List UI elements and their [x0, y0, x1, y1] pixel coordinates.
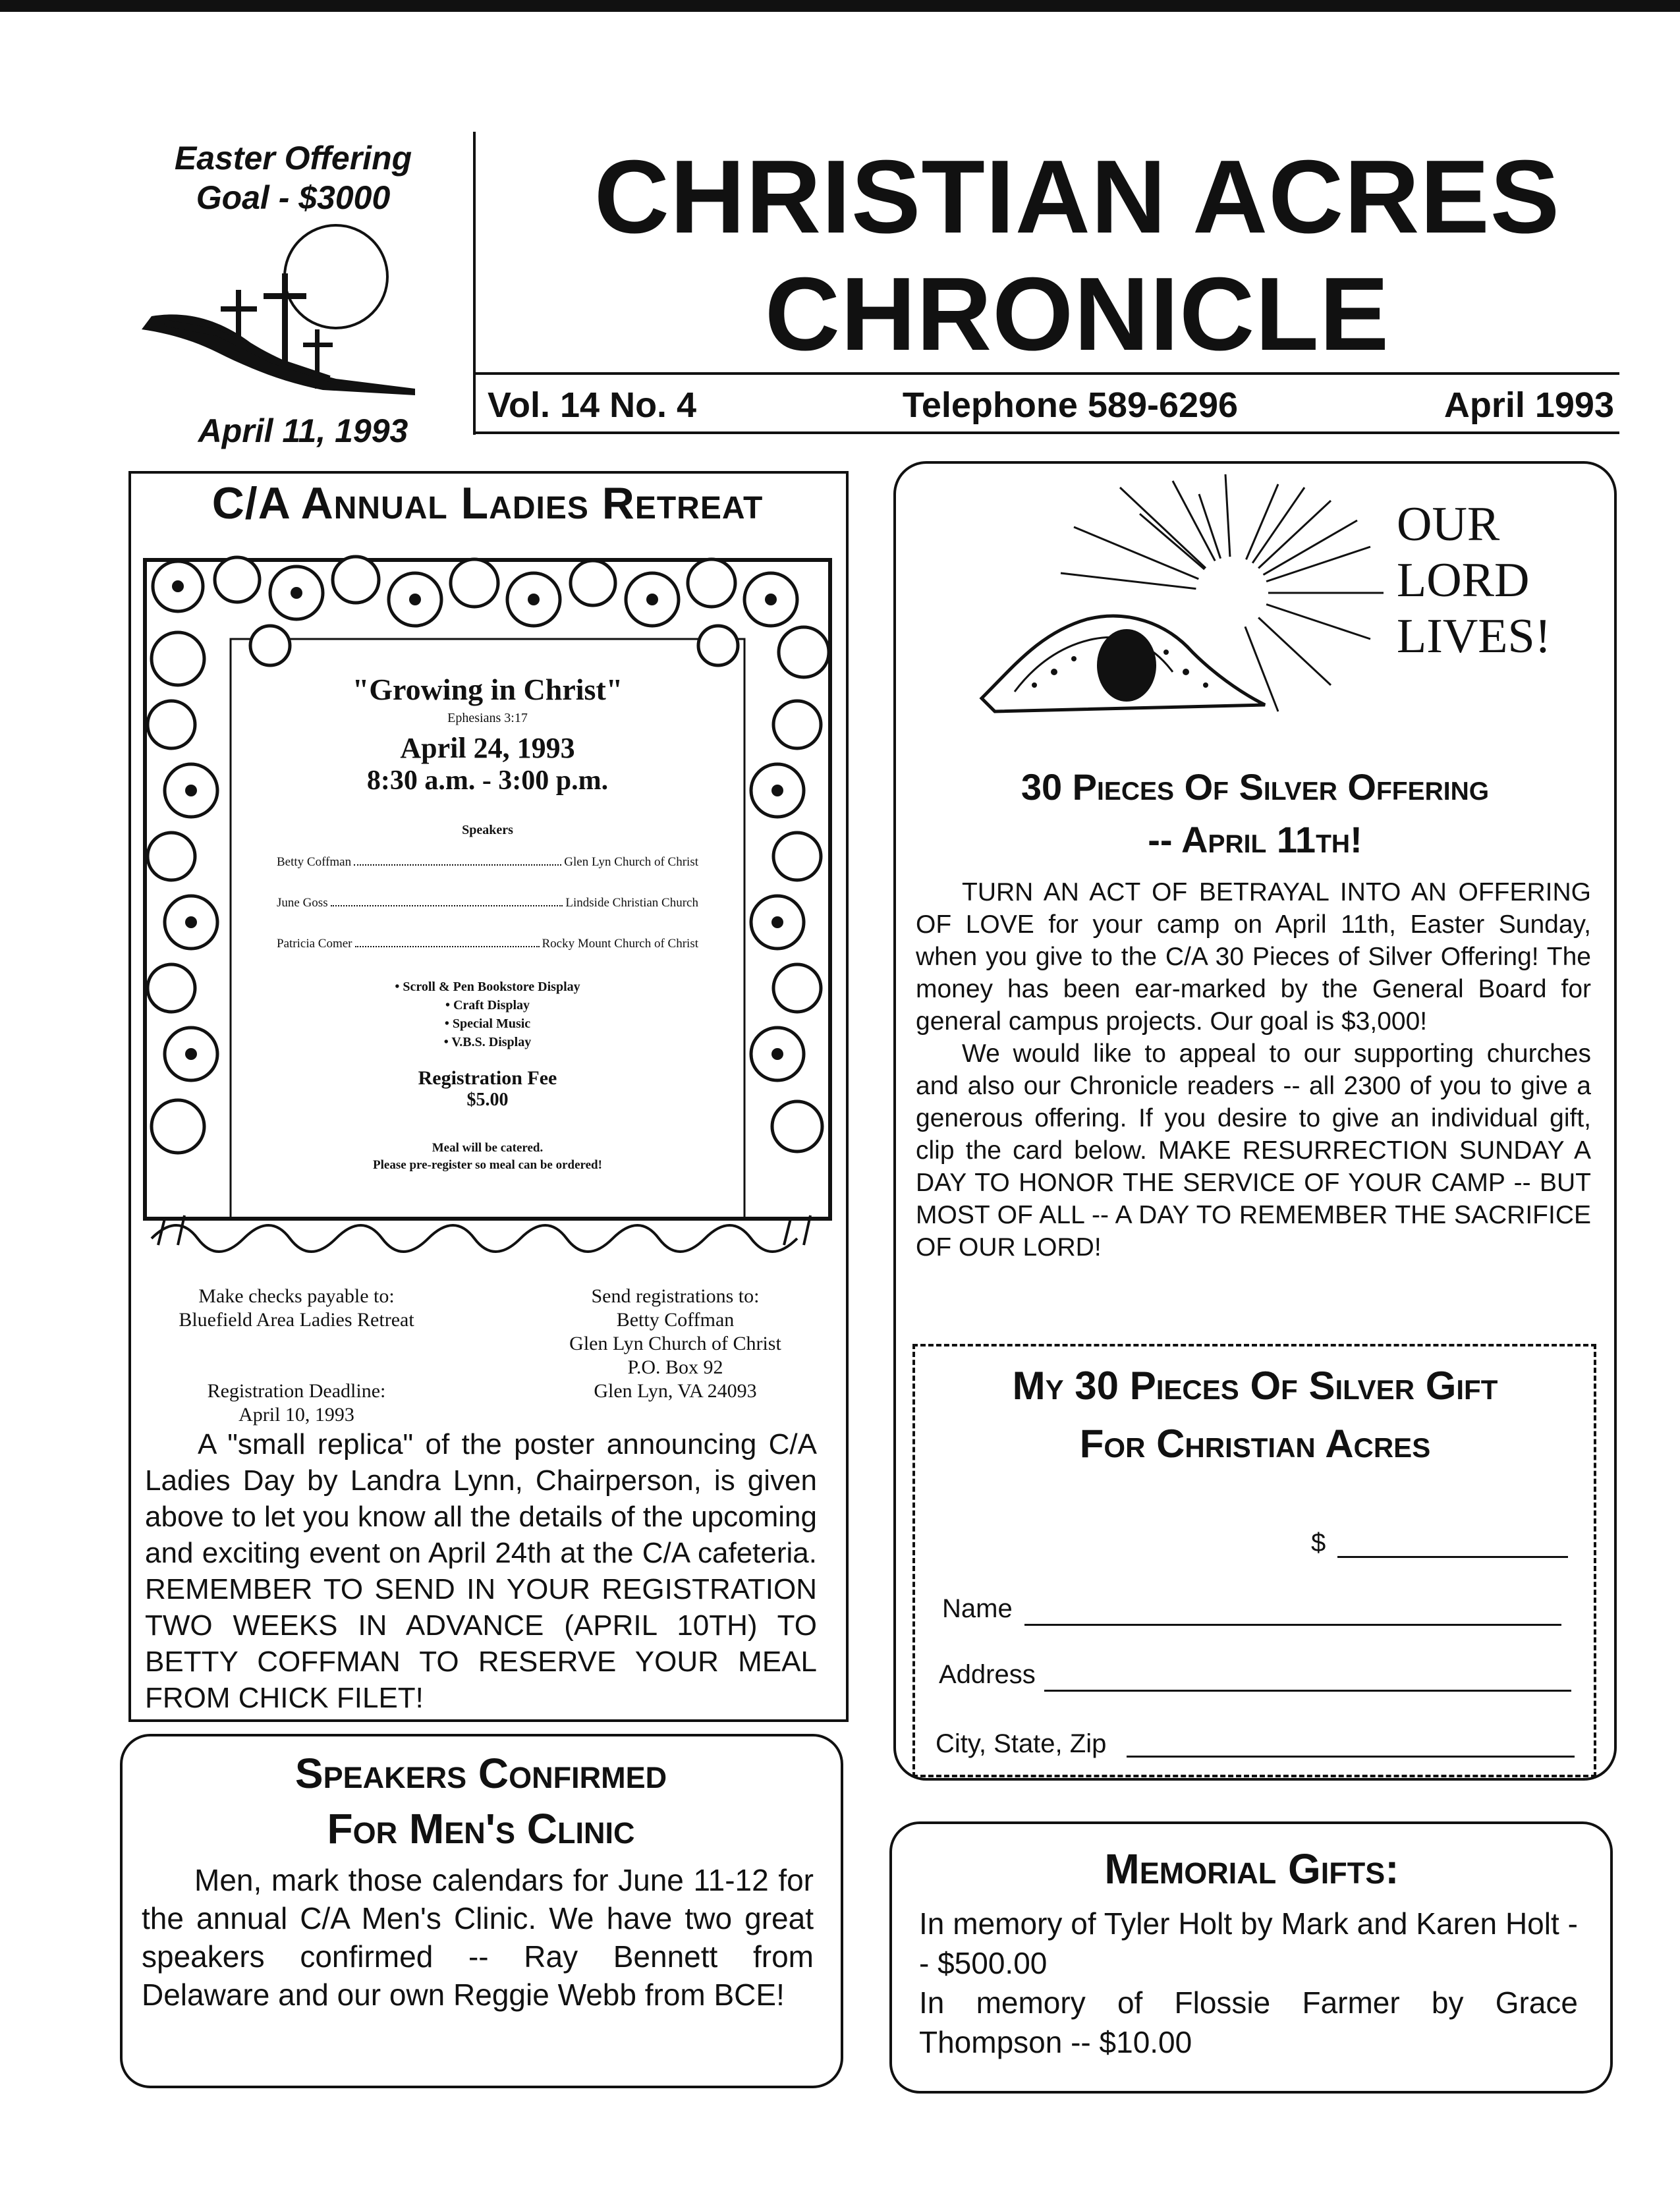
mens-clinic-body: Men, mark those calendars for June 11-12 for the annual C/A Men's Clinic. We have two great speakers confirmed -- Ray Bennett from Delaware and our own Reggie Webb from BCE! — [142, 1863, 814, 2012]
memorial-line2: In memory of Flossie Farmer by Grace Thompson -- $10.00 — [919, 1985, 1578, 2059]
speaker-name: June Goss — [277, 896, 328, 910]
gift-city-field[interactable] — [1127, 1756, 1575, 1758]
poster-speakers-heading: Speakers — [462, 823, 513, 837]
poster-features — [277, 978, 698, 1051]
gift-address-field[interactable] — [1044, 1690, 1571, 1692]
registration-address — [520, 1285, 830, 1403]
speaker-row — [277, 855, 698, 870]
memorial-gifts-body — [919, 1904, 1578, 2062]
masthead-line2: CHRONICLE — [764, 256, 1390, 372]
speaker-church: Rocky Mount Church of Christ — [542, 937, 698, 951]
meal-line2: Please pre-register so meal can be ordered! — [373, 1158, 602, 1172]
send-label: Send registrations to: — [591, 1285, 760, 1307]
registration-payment-info — [145, 1285, 448, 1427]
feature-item: • Craft Display — [445, 998, 530, 1013]
retreat-title: C/A Annual Ladies Retreat — [211, 478, 764, 528]
poster-fee: $5.00 — [466, 1090, 509, 1110]
poster-verse: Ephesians 3:17 — [447, 711, 528, 725]
poster-time: 8:30 a.m. - 3:00 p.m. — [366, 765, 609, 796]
poster-date: April 24, 1993 — [400, 732, 575, 764]
easter-goal-line2: Goal - $3000 — [196, 179, 391, 216]
silver-offering-body — [916, 876, 1591, 1263]
mens-clinic-title — [125, 1746, 837, 1856]
poster-theme: "Growing in Christ" — [352, 673, 623, 706]
masthead — [488, 138, 1667, 373]
art-word-lives: LIVES! — [1397, 609, 1552, 663]
checks-payee: Bluefield Area Ladies Retreat — [179, 1309, 414, 1331]
memorial-gifts-title: Memorial Gifts: — [1104, 1845, 1399, 1893]
silver-para1: TURN AN ACT OF BETRAYAL INTO AN OFFERING OF LOVE for your camp on April 11th, Easter Sunday, when you give to the C/A 30 Pieces of Silver Offering! The money has been ear-marked by the General Board for general campus projects. Our goal is $3,000! — [916, 878, 1591, 1036]
art-word-our: OUR — [1397, 497, 1500, 551]
gift-title-line2: For Christian Acres — [1079, 1422, 1431, 1466]
gift-title-line1: My 30 Pieces Of Silver Gift — [1012, 1364, 1498, 1408]
art-word-lord: LORD — [1397, 553, 1530, 607]
speaker-row — [277, 937, 698, 951]
speaker-name: Patricia Comer — [277, 937, 352, 951]
speaker-name: Betty Coffman — [277, 855, 352, 869]
leader-dots — [331, 896, 563, 906]
send-city: Glen Lyn, VA 24093 — [594, 1380, 757, 1402]
easter-offering-goal — [138, 138, 448, 217]
issue-info-bar — [488, 379, 1614, 431]
gift-address-label: Address — [939, 1660, 1036, 1689]
feature-item: • V.B.S. Display — [443, 1035, 532, 1049]
volume-number: Vol. 14 No. 4 — [488, 385, 697, 425]
leader-dots — [354, 855, 561, 866]
checks-label: Make checks payable to: — [198, 1285, 395, 1307]
silver-title-line1: 30 Pieces Of Silver Offering — [1021, 766, 1490, 808]
retreat-body-text: A "small replica" of the poster announcing C/A Ladies Day by Landra Lynn, Chairperson, is given above to let you know all the details of the upcoming and exciting event on April 24th at the C/A cafeteria. REMEMBER TO SEND IN YOUR REGISTRATION TWO WEEKS IN ADVANCE (APRIL 10TH) TO BETTY COFFMAN TO RESERVE YOUR MEAL FROM CHICK FILET! — [145, 1428, 817, 1714]
silver-offering-title — [903, 761, 1608, 866]
gift-dollar-sign: $ — [1311, 1528, 1326, 1557]
speaker-row — [277, 896, 698, 910]
meal-line1: Meal will be catered. — [432, 1141, 544, 1155]
gift-card-title — [916, 1357, 1594, 1473]
poster-meal-note — [277, 1140, 698, 1174]
top-border — [0, 0, 1680, 12]
memorial-line1: In memory of Tyler Holt by Mark and Karen Holt -- $500.00 — [919, 1906, 1578, 1980]
send-box: P.O. Box 92 — [627, 1356, 723, 1378]
easter-date: April 11, 1993 — [198, 412, 408, 449]
header-divider — [473, 132, 476, 435]
empty-tomb-illustration — [975, 474, 1555, 731]
telephone: Telephone 589-6296 — [902, 385, 1239, 425]
gift-amount-field[interactable] — [1337, 1556, 1568, 1558]
silver-para2: We would like to appeal to our supporting churches and also our Chronicle readers -- all 2300 of you to give a generous offering. If you desire to give an individual gift, clip the card below. MAKE RESURRECTION SUNDAY A DAY TO HONOR THE SERVICE OF YOUR CAMP -- BUT MOST OF ALL -- A DAY TO REMEMBER THE SACRIFICE OF OUR LORD! — [916, 1040, 1591, 1262]
speaker-church: Lindside Christian Church — [565, 896, 698, 910]
deadline-date: April 10, 1993 — [238, 1404, 354, 1426]
gift-name-label: Name — [942, 1594, 1013, 1623]
speaker-church: Glen Lyn Church of Christ — [564, 855, 698, 869]
masthead-rule-bottom — [473, 431, 1619, 434]
masthead-line1: CHRISTIAN ACRES — [594, 139, 1561, 255]
feature-item: • Scroll & Pen Bookstore Display — [395, 980, 580, 994]
mens-title-line2: For Men's Clinic — [327, 1805, 635, 1852]
masthead-rule-top — [473, 372, 1619, 375]
silver-title-line2: -- April 11th! — [1148, 819, 1362, 860]
send-name: Betty Coffman — [616, 1309, 735, 1331]
mens-title-line1: Speakers Confirmed — [294, 1750, 667, 1797]
deadline-label: Registration Deadline: — [207, 1380, 386, 1402]
leader-dots — [355, 937, 540, 947]
easter-goal-line1: Easter Offering — [174, 140, 412, 177]
feature-item: • Special Music — [444, 1016, 531, 1031]
calvary-crosses-illustration — [138, 217, 435, 415]
send-church: Glen Lyn Church of Christ — [569, 1333, 781, 1354]
poster-fee-heading: Registration Fee — [418, 1067, 557, 1089]
gift-name-field[interactable] — [1024, 1624, 1561, 1626]
gift-city-label: City, State, Zip — [936, 1729, 1107, 1758]
issue-date: April 1993 — [1443, 385, 1614, 425]
retreat-poster — [277, 672, 698, 1174]
